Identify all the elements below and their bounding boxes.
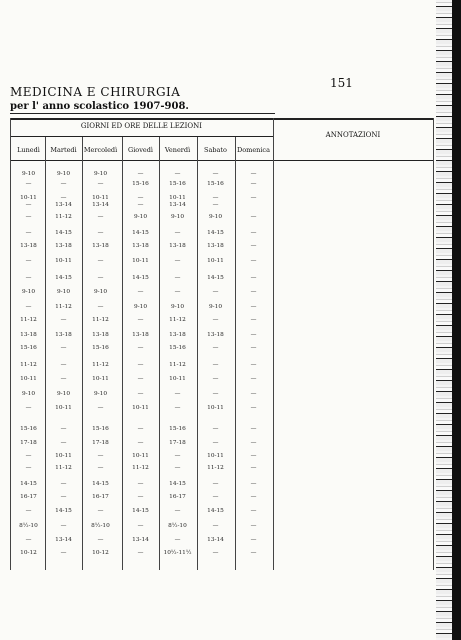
table-cell: — [250, 376, 257, 382]
table-cell: — [137, 376, 144, 382]
title-rule [10, 113, 275, 114]
table-cell: 9-10 [93, 289, 108, 295]
table-cell: 13-14 [132, 537, 149, 543]
annotations-rule [273, 160, 433, 161]
table-cell: 11-12 [20, 317, 37, 323]
table-cell: 10-11 [55, 405, 72, 411]
table-cell: — [212, 523, 219, 529]
table-cell: — [137, 345, 144, 351]
table-cell: 17-18 [20, 440, 37, 446]
table-cell: 15-16 [132, 181, 149, 187]
table-cell: 8½-10 [91, 523, 110, 529]
table-cell: 14-15 [207, 508, 224, 514]
table-cell: — [137, 391, 144, 397]
column-rule [433, 118, 434, 570]
table-cell: — [60, 362, 67, 368]
table-cell: — [250, 345, 257, 351]
table-cell: — [60, 494, 67, 500]
table-cell: — [25, 258, 32, 264]
table-cell: — [250, 195, 257, 201]
table-cell: — [60, 181, 67, 187]
table-cell: 16-17 [92, 494, 109, 500]
table-cell: — [212, 376, 219, 382]
table-cell: 11-12 [55, 465, 72, 471]
table-cell: — [250, 508, 257, 514]
table-cell: 13-14 [92, 202, 109, 208]
binding-shadow [452, 0, 461, 640]
table-cell: 10-11 [55, 258, 72, 264]
group-header-rule [10, 136, 273, 137]
column-header-rule [10, 160, 273, 161]
table-cell: — [174, 289, 181, 295]
table-cell: 13-18 [55, 332, 72, 338]
table-cell: — [137, 362, 144, 368]
table-cell: 10-11 [207, 453, 224, 459]
table-cell: — [137, 494, 144, 500]
column-header: Martedì [50, 146, 77, 154]
column-rule [10, 118, 11, 570]
column-rule [122, 137, 123, 570]
table-cell: 9-10 [133, 214, 148, 220]
table-cell: — [250, 550, 257, 556]
table-cell: — [250, 181, 257, 187]
table-top-rule [10, 118, 433, 120]
table-cell: — [60, 481, 67, 487]
table-cell: 11-12 [20, 362, 37, 368]
table-cell: — [250, 258, 257, 264]
table-cell: — [97, 258, 104, 264]
table-cell: — [137, 171, 144, 177]
table-cell: — [250, 481, 257, 487]
table-cell: — [174, 230, 181, 236]
table-cell: — [212, 481, 219, 487]
column-header: Domenica [237, 146, 270, 154]
table-cell: — [174, 508, 181, 514]
table-cell: 15-16 [20, 345, 37, 351]
table-cell: 13-18 [169, 243, 186, 249]
table-cell: 15-16 [92, 345, 109, 351]
table-cell: 14-15 [207, 230, 224, 236]
table-cell: 13-18 [169, 332, 186, 338]
table-cell: 10-11 [132, 453, 149, 459]
table-cell: 10-11 [132, 405, 149, 411]
table-cell: 14-15 [20, 481, 37, 487]
table-cell: 13-18 [20, 332, 37, 338]
table-cell: — [250, 362, 257, 368]
table-cell: — [250, 537, 257, 543]
table-cell: — [97, 304, 104, 310]
table-cell: 13-18 [207, 332, 224, 338]
column-rule [159, 137, 160, 570]
table-cell: 17-18 [92, 440, 109, 446]
table-cell: 8½-10 [168, 523, 187, 529]
table-cell: — [25, 230, 32, 236]
table-cell: — [212, 195, 219, 201]
table-cell: — [212, 494, 219, 500]
table-cell: — [60, 345, 67, 351]
table-cell: 14-15 [132, 230, 149, 236]
table-cell: 9-10 [208, 214, 223, 220]
table-cell: 15-16 [92, 426, 109, 432]
table-cell: — [250, 465, 257, 471]
table-cell: — [25, 275, 32, 281]
table-cell: — [174, 405, 181, 411]
table-cell: — [250, 440, 257, 446]
table-cell: — [212, 202, 219, 208]
table-cell: — [97, 275, 104, 281]
table-cell: 11-12 [169, 362, 186, 368]
table-cell: 15-16 [207, 181, 224, 187]
table-cell: 10-11 [20, 195, 37, 201]
table-cell: — [212, 345, 219, 351]
table-cell: — [97, 465, 104, 471]
table-cell: 11-12 [92, 317, 109, 323]
table-cell: — [137, 195, 144, 201]
table-cell: — [25, 465, 32, 471]
table-cell: — [250, 426, 257, 432]
annotations-header: ANNOTAZIONI [325, 131, 381, 139]
table-cell: 9-10 [21, 391, 36, 397]
table-cell: 13-18 [55, 243, 72, 249]
table-cell: 9-10 [56, 391, 71, 397]
table-cell: 15-16 [169, 345, 186, 351]
table-cell: — [137, 523, 144, 529]
table-cell: — [60, 523, 67, 529]
table-cell: 10-12 [20, 550, 37, 556]
page-title: MEDICINA E CHIRURGIA [10, 85, 181, 99]
table-cell: 14-15 [55, 275, 72, 281]
column-rule [197, 137, 198, 570]
table-cell: — [212, 440, 219, 446]
table-cell: 14-15 [55, 230, 72, 236]
table-cell: — [97, 537, 104, 543]
table-cell: 11-12 [92, 362, 109, 368]
table-cell: — [137, 317, 144, 323]
page-subtitle: per l' anno scolastico 1907-908. [10, 101, 189, 112]
table-cell: — [97, 405, 104, 411]
table-cell: 16-17 [169, 494, 186, 500]
group-header: GIORNI ED ORE DELLE LEZIONI [80, 122, 203, 130]
table-cell: — [174, 465, 181, 471]
table-cell: — [250, 214, 257, 220]
table-cell: — [25, 202, 32, 208]
table-cell: 13-18 [92, 332, 109, 338]
table-cell: — [250, 405, 257, 411]
table-cell: — [250, 230, 257, 236]
table-cell: — [174, 453, 181, 459]
table-cell: — [212, 362, 219, 368]
table-cell: — [212, 317, 219, 323]
table-cell: — [174, 258, 181, 264]
table-cell: — [60, 317, 67, 323]
table-cell: — [137, 202, 144, 208]
table-cell: — [212, 289, 219, 295]
table-cell: 16-17 [20, 494, 37, 500]
table-cell: 13-18 [132, 332, 149, 338]
table-cell: — [137, 426, 144, 432]
table-cell: 9-10 [208, 304, 223, 310]
table-cell: 14-15 [132, 508, 149, 514]
table-cell: — [25, 214, 32, 220]
table-cell: — [25, 304, 32, 310]
table-cell: 13-14 [169, 202, 186, 208]
table-cell: — [97, 230, 104, 236]
table-cell: 9-10 [56, 171, 71, 177]
table-cell: — [174, 171, 181, 177]
table-cell: — [174, 391, 181, 397]
table-cell: 10-11 [169, 376, 186, 382]
table-cell: — [137, 550, 144, 556]
table-cell: 13-18 [92, 243, 109, 249]
table-cell: 9-10 [56, 289, 71, 295]
table-cell: — [250, 289, 257, 295]
table-cell: 10-11 [92, 376, 109, 382]
table-cell: — [212, 391, 219, 397]
column-header: Lunedì [17, 146, 40, 154]
table-cell: 9-10 [93, 171, 108, 177]
table-cell: — [25, 405, 32, 411]
table-cell: 10-11 [20, 376, 37, 382]
table-cell: 10-11 [92, 195, 109, 201]
table-cell: — [97, 214, 104, 220]
table-cell: 9-10 [21, 171, 36, 177]
table-cell: — [212, 171, 219, 177]
table-cell: 14-15 [55, 508, 72, 514]
table-cell: — [212, 426, 219, 432]
column-header: Venerdì [164, 146, 191, 154]
table-cell: 11-12 [55, 304, 72, 310]
table-cell: — [250, 304, 257, 310]
table-cell: — [212, 550, 219, 556]
table-cell: — [137, 289, 144, 295]
table-cell: 8½-10 [19, 523, 38, 529]
table-cell: — [250, 453, 257, 459]
table-cell: 13-18 [20, 243, 37, 249]
column-header: Giovedì [128, 146, 153, 154]
table-cell: — [250, 317, 257, 323]
table-cell: 9-10 [93, 391, 108, 397]
table-cell: 11-12 [132, 465, 149, 471]
column-header: Sabato [204, 146, 227, 154]
table-cell: 14-15 [92, 481, 109, 487]
table-cell: — [137, 481, 144, 487]
column-rule [82, 137, 83, 570]
table-cell: 10-11 [169, 195, 186, 201]
table-cell: 11-12 [169, 317, 186, 323]
table-cell: — [250, 243, 257, 249]
column-rule [273, 118, 274, 570]
table-cell: — [60, 376, 67, 382]
table-cell: 9-10 [170, 214, 185, 220]
table-cell: — [25, 453, 32, 459]
table-cell: — [60, 550, 67, 556]
table-cell: 15-16 [169, 426, 186, 432]
table-cell: — [174, 275, 181, 281]
table-cell: 14-15 [132, 275, 149, 281]
table-cell: 10-11 [207, 258, 224, 264]
table-cell: 10-12 [92, 550, 109, 556]
table-cell: — [60, 440, 67, 446]
table-cell: 9-10 [133, 304, 148, 310]
table-cell: 10-11 [207, 405, 224, 411]
table-cell: 11-12 [55, 214, 72, 220]
table-cell: 15-16 [169, 181, 186, 187]
table-cell: — [250, 275, 257, 281]
table-cell: 17-18 [169, 440, 186, 446]
table-cell: 13-14 [55, 202, 72, 208]
table-cell: — [137, 440, 144, 446]
table-cell: 14-15 [169, 481, 186, 487]
table-cell: 9-10 [21, 289, 36, 295]
table-cell: 13-18 [207, 243, 224, 249]
table-cell: — [97, 453, 104, 459]
table-cell: 10½-11½ [163, 550, 192, 556]
column-rule [45, 137, 46, 570]
table-cell: 13-14 [207, 537, 224, 543]
table-cell: — [250, 494, 257, 500]
page-number: 151 [330, 76, 353, 90]
table-cell: — [174, 537, 181, 543]
table-cell: — [25, 181, 32, 187]
table-cell: 11-12 [207, 465, 224, 471]
table-cell: — [60, 426, 67, 432]
table-cell: — [250, 523, 257, 529]
table-cell: 10-11 [55, 453, 72, 459]
column-rule [235, 137, 236, 570]
table-cell: — [25, 537, 32, 543]
table-cell: — [97, 181, 104, 187]
table-cell: 13-18 [132, 243, 149, 249]
table-cell: — [250, 391, 257, 397]
table-cell: — [250, 332, 257, 338]
table-cell: — [250, 171, 257, 177]
table-cell: — [60, 195, 67, 201]
column-header: Mercoledì [83, 146, 118, 154]
table-cell: 10-11 [132, 258, 149, 264]
table-cell: 14-15 [207, 275, 224, 281]
table-cell: — [97, 508, 104, 514]
table-cell: — [25, 508, 32, 514]
table-cell: 9-10 [170, 304, 185, 310]
table-cell: 15-16 [20, 426, 37, 432]
table-cell: 13-14 [55, 537, 72, 543]
